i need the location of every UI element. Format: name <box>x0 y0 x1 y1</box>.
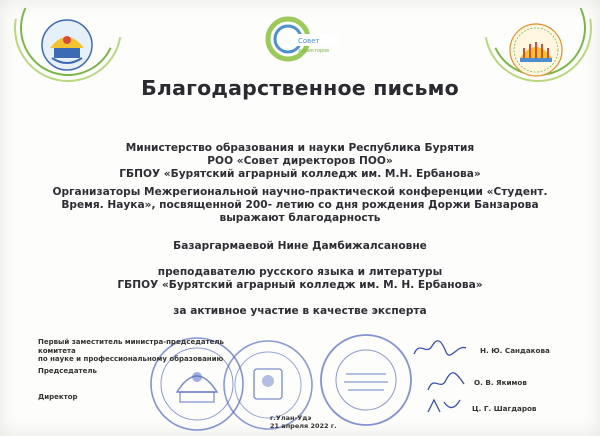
signatory-name: Ц. Г. Шагдаров <box>472 404 537 413</box>
signatory-role: Председатель <box>38 367 97 375</box>
place-date <box>270 414 337 430</box>
award-reason: за активное участие в качестве эксперта <box>173 305 427 317</box>
signatory-name: Н. Ю. Сандакова <box>480 346 550 355</box>
sovet-direktorov-logo <box>258 12 340 66</box>
organizers-line: Время. Наука», посвященной 200- летию со дня рождения Доржи Банзарова <box>61 199 539 211</box>
buryatia-coat-of-arms-logo <box>40 18 94 72</box>
recipient-position <box>0 266 600 292</box>
handwritten-signature <box>424 370 468 394</box>
signatory-role-line: Первый заместитель министра-председатель комитета <box>38 338 224 355</box>
position-line: ГБПОУ «Бурятский аграрный колледж им. М. Н. Ербанова» <box>117 279 483 291</box>
position-line: преподавателю русского языка и литературы <box>157 266 443 278</box>
recipient-name: Базаргармаевой Нине Дамбижалсановне <box>173 240 427 252</box>
organizers-block <box>0 186 600 225</box>
svg-text:директоров: директоров <box>298 48 330 54</box>
ministry-line: ГБПОУ «Бурятский аграрный колледж им. М.Н. Ербанова» <box>119 168 481 180</box>
date: 21 апреля 2022 г. <box>270 422 337 430</box>
ministry-line: Министерство образования и науки Республика Бурятия <box>125 142 475 154</box>
organizers-line: выражают благодарность <box>219 212 381 224</box>
handwritten-signature <box>424 394 468 418</box>
certificate-title: Благодарственное письмо <box>141 76 459 100</box>
ministry-line: РОО «Совет директоров ПОО» <box>207 155 393 167</box>
agrarian-college-logo <box>508 22 564 78</box>
signatory-role-line: по науке и профессиональному образованию <box>38 355 224 363</box>
signatory-name: О. В. Якимов <box>474 378 527 387</box>
place: г.Улан-Удэ <box>270 414 312 422</box>
organizers-line: Организаторы Межрегиональной научно-практической конференции «Студент. <box>52 186 548 198</box>
svg-text:Совет: Совет <box>298 37 320 45</box>
signatory-role <box>38 338 228 364</box>
ministry-block <box>0 142 600 181</box>
signatory-role: Директор <box>38 393 78 401</box>
handwritten-signature <box>412 338 468 358</box>
